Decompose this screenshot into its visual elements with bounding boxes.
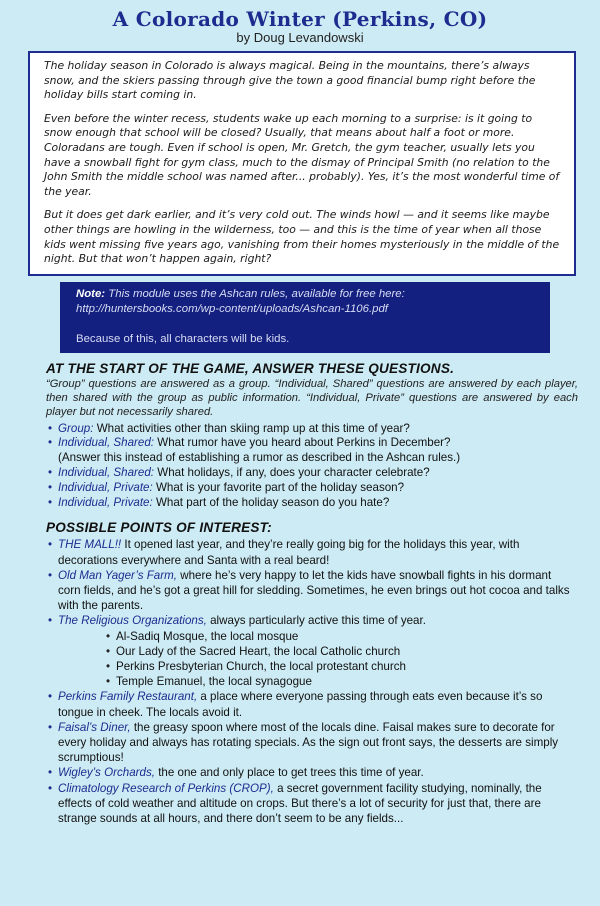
- religious-list: [106, 629, 576, 690]
- question-tag: Individual, Shared:: [58, 465, 155, 479]
- list-item: [48, 781, 582, 827]
- question-tag: Individual, Shared:: [58, 436, 155, 450]
- question-text: What activities other than skiing ramp up at this time of year?: [96, 421, 410, 435]
- list-item: [48, 765, 582, 780]
- question-tag: Individual, Private:: [58, 495, 153, 509]
- poi-text: where he’s very happy to let the kids have snowball fights in his dormant corn fields, and he’s got a great hill for sledding. Sometimes, he even brings out hot cocoa and talks with the parents.: [58, 568, 570, 613]
- poi-name: The Religious Organizations,: [58, 614, 207, 628]
- poi-text: the greasy spoon where most of the locals dine. Faisal makes sure to decorate for every holiday and always has rotating specials. As the sign out front says, the desserts are simply scrumptious!: [58, 720, 559, 765]
- poi-name: Wigley’s Orchards,: [58, 766, 155, 780]
- intro-paragraph: The holiday season in Colorado is always magical. Being in the mountains, there’s always snow, and the skiers passing through give the town a good financial bump right before the holiday bills start coming in.: [44, 59, 536, 102]
- poi-name: THE MALL!!: [58, 538, 122, 552]
- byline: by Doug Levandowski: [236, 30, 364, 45]
- poi-name: Perkins Family Restaurant,: [58, 690, 198, 704]
- list-item: [48, 436, 582, 466]
- note-link[interactable]: http://huntersbooks.com/wp-content/uploads/Ashcan-1106.pdf: [76, 303, 388, 316]
- poi-text: It opened last year, and they’re really going big for the holidays this year, with decorations everywhere and Santa with a real beard!: [58, 538, 520, 567]
- page: [0, 6, 600, 906]
- list-item: [48, 481, 582, 496]
- poi-name: Old Man Yager’s Farm,: [58, 568, 177, 582]
- note-box: [60, 282, 550, 353]
- note-kids-line: Because of this, all characters will be kids.: [76, 332, 290, 345]
- list-item: • Perkins Presbyterian Church, the local protestant church: [106, 659, 576, 674]
- poi-text: always particularly active this time of year.: [206, 614, 426, 628]
- page-title: A Colorado Winter (Perkins, CO): [112, 7, 488, 31]
- list-item: • Temple Emanuel, the local synagogue: [106, 674, 576, 689]
- list-item: [48, 689, 582, 719]
- poi-name: Climatology Research of Perkins (CROP),: [58, 781, 274, 795]
- question-text: What holidays, if any, does your character celebrate?: [157, 465, 430, 479]
- poi-name: Faisal’s Diner,: [58, 720, 131, 734]
- list-item: [48, 720, 582, 766]
- question-text: What part of the holiday season do you hate?: [155, 495, 390, 509]
- intro-paragraph: Even before the winter recess, students wake up each morning to a surprise: is it going to snow enough that school will be closed? Usually, that means about half a foot or more. Coloradans are tough. Even if school is open, Mr. Gretch, the gym teacher, usually lets you have a snowball fight for gym class, much to the dismay of Principal Smith (no relation to the John Smith the middle school was named after... probably). Yes, it’s the most wonderful time of the year.: [44, 111, 560, 198]
- poi-list: [48, 537, 582, 826]
- questions-heading: AT THE START OF THE GAME, ANSWER THESE QUESTIONS.: [46, 360, 455, 376]
- poi-text: a secret government facility studying, nominally, the effects of cold weather and altitude on crops. But there’s a lot of security for just that, there are strange sounds at all hours, and there don’t seem to be any fields...: [58, 781, 542, 825]
- poi-text: a place where everyone passing through eats even because it’s so tongue in cheek. The locals avoid it.: [58, 690, 543, 719]
- question-tag: Group:: [58, 421, 94, 435]
- list-item: • Our Lady of the Sacred Heart, the local Catholic church: [106, 644, 576, 659]
- intro-box: [28, 51, 576, 276]
- list-item: [48, 568, 582, 614]
- question-tag: Individual, Private:: [58, 480, 153, 494]
- poi-heading: POSSIBLE POINTS OF INTEREST:: [46, 520, 272, 536]
- note-text: This module uses the Ashcan rules, available for free here:: [108, 287, 405, 300]
- intro-paragraph: But it does get dark earlier, and it’s very cold out. The winds howl — and it seems like maybe other things are howling in the wilderness, too — and this is the time of year when all those kids went missing five years ago, vanishing from their homes mysteriously in the middle of the night. But that won’t happen again, right?: [44, 208, 560, 266]
- note-line: [76, 287, 542, 302]
- questions-list: [48, 422, 582, 511]
- list-item: [48, 537, 582, 567]
- questions-intro: “Group” questions are answered as a group. “Individual, Shared” questions are answered by each player, then shared with the group as public information. “Individual, Private” questions are answered by each player but not necessarily shared.: [46, 377, 578, 419]
- list-item: [48, 496, 582, 511]
- list-item: • Al-Sadiq Mosque, the local mosque: [106, 629, 576, 644]
- list-item: [48, 613, 582, 689]
- list-item: [48, 422, 582, 437]
- list-item: [48, 466, 582, 481]
- question-text: What rumor have you heard about Perkins in December?: [157, 436, 451, 450]
- question-note: (Answer this instead of establishing a rumor as described in the Ashcan rules.): [58, 451, 461, 465]
- question-text: What is your favorite part of the holiday season?: [155, 480, 405, 494]
- poi-text: the one and only place to get trees this time of year.: [154, 766, 424, 780]
- note-label: Note:: [76, 287, 106, 300]
